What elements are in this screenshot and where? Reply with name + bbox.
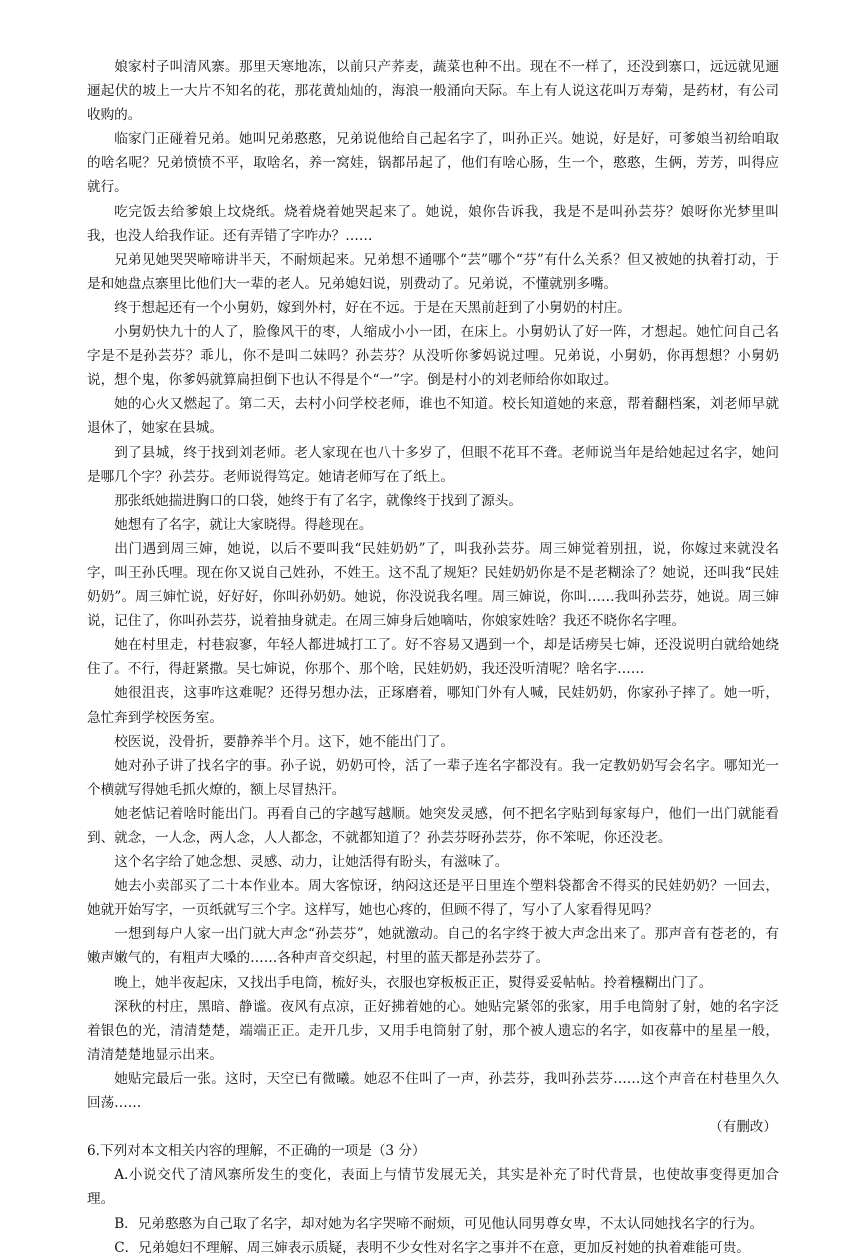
story-paragraph: 她很沮丧，这事咋这难呢？还得另想办法，正琢磨着，哪知门外有人喊，民娃奶奶，你家孙子摔了。她一听，急忙奔到学校医务室。: [87, 685, 779, 726]
story-paragraph: 那张纸她揣进胸口的口袋，她终于有了名字，就像终于找到了源头。: [114, 492, 522, 509]
story-paragraph: 她在村里走，村巷寂寥，年轻人都进城打工了。好不容易又遇到一个，却是话痨吴七婶，还没说明白就给她绕住了。不行，得赶紧撒。吴七婶说，你那个、那个啥，民娃奶奶，我还没听清呢？啥名字……: [87, 637, 779, 678]
story-paragraph: 她想有了名字，就让大家晓得。得趁现在。: [114, 516, 373, 533]
story-paragraph: 到了县城，终于找到刘老师。老人家现在也八十多岁了，但眼不花耳不聋。老师说当年是给她起过名字，她问是哪几个字？孙芸芬。老师说得笃定。她请老师写在了纸上。: [87, 444, 779, 485]
story-paragraph: 校医说，没骨折，要静养半个月。这下，她不能出门了。: [114, 733, 455, 750]
story-paragraph: 她贴完最后一张。这时，天空已有微曦。她忍不住叫了一声，孙芸芬，我叫孙芸芬……这个声音在村巷里久久回荡……: [87, 1070, 779, 1112]
story-paragraph: 出门遇到周三婶，她说，以后不要叫我“民娃奶奶”了，叫我孙芸芬。周三婶觉着别扭，说，你嫁过来就没名字，叫王孙氏哩。现在你又说自己姓孙，不姓王。这不乱了规矩？民娃奶奶你是不是老糊涂了？她说，还叫我“民娃奶奶”。周三婶忙说，好好好，你叫孙奶奶。她说，你没说我名哩。周三婶说，你叫……我叫孙芸芬，她说。周三婶说，记住了，你叫孙芸芬，说着抽身就走。在周三婶身后她嘀咕，你娘家姓啥？我还不晓你名字哩。: [87, 540, 779, 630]
story-paragraph: 深秋的村庄，黑暗、静谧。夜风有点凉，正好拂着她的心。她贴完紧邻的张家，用手电筒射了射，她的名字泛着银色的光，清清楚楚，端端正正。走开几步，又用手电筒射了射，那个被人遗忘的名字，如夜幕中的星星一般，清清楚楚地显示出来。: [87, 998, 779, 1063]
source-note: （有删改）: [709, 1119, 777, 1136]
story-paragraph: 她对孙子讲了找名字的事。孙子说，奶奶可怜，活了一辈子连名字都没有。我一定教奶奶写会名字。哪知光一个横就写得她毛抓火燎的，额上尽冒热汗。: [87, 757, 779, 798]
story-paragraph: 她老惦记着啥时能出门。再看自己的字越写越顺。她突发灵感，何不把名字贴到每家每户，他们一出门就能看到、就念，一人念，两人念，人人都念，不就都知道了？孙芸芬呀孙芸芬，你不笨呢，你还没老。: [87, 805, 779, 846]
answer-option: A.小说交代了清风寨所发生的变化，表面上与情节发展无关，其实是补充了时代背景，也使故事变得更加合理。: [87, 1167, 779, 1208]
story-article: [87, 55, 779, 1115]
story-paragraph: 晚上，她半夜起床，又找出手电筒，梳好头，衣服也穿板板正正，熨得妥妥帖帖。拎着糨糊出门了。: [114, 974, 713, 991]
question-title: 6.下列对本文相关内容的理解，不正确的一项是（3 分）: [87, 1143, 426, 1160]
story-paragraph: 终于想起还有一个小舅奶，嫁到外村，好在不远。于是在天黑前赶到了小舅奶的村庄。: [114, 299, 631, 316]
answer-option: B．兄弟憨憨为自己取了名字，却对她为名字哭啼不耐烦，可见他认同男尊女卑，不太认同她找名字的行为。: [114, 1215, 764, 1232]
story-paragraph: 这个名字给了她念想、灵感、动力，让她活得有盼头，有滋味了。: [114, 854, 509, 871]
story-paragraph: 她去小卖部买了二十本作业本。周大客惊讶，纳闷这还是平日里连个塑料袋都舍不得买的民娃奶奶？一回去，她就开始写字，一页纸就写三个字。这样写，她也心疼的，但顾不得了，写小了人家看得见吗？: [87, 878, 779, 919]
story-paragraph: 吃完饭去给爹娘上坟烧纸。烧着烧着她哭起来了。她说，娘你告诉我，我是不是叫孙芸芬？娘呀你光梦里叫我，也没人给我作证。还有弄错了字咋办？……: [87, 203, 779, 244]
exam-content: [87, 55, 779, 1260]
story-paragraph: 临家门正碰着兄弟。她叫兄弟憨憨，兄弟说他给自己起名字了，叫孙正兴。她说，好是好，可爹娘当初给咱取的啥名呢？兄弟愤愤不平，取啥名，养一窝娃，锅都吊起了，他们有啥心肠，生一个，憨憨，生俩，芳芳，叫得应就行。: [87, 131, 779, 196]
question-options: [87, 1163, 779, 1259]
story-paragraph: 她的心火又燃起了。第二天，去村小问学校老师，谁也不知道。校长知道她的来意，帮着翻档案，刘老师早就退休了，她家在县城。: [87, 396, 779, 437]
story-paragraph: 小舅奶快九十的人了，脸像风干的枣，人缩成小小一团，在床上。小舅奶认了好一阵，才想起。她忙问自己名字是不是孙芸芬？乖儿，你不是叫二妹吗？孙芸芬？从没听你爹妈说过哩。兄弟说，小舅奶，你再想想？小舅奶说，想个鬼，你爹妈就算扁担倒下也认不得是个“一”字。倒是村小的刘老师给你如取过。: [87, 324, 779, 389]
story-paragraph: 娘家村子叫清风寨。那里天寒地冻，以前只产荞麦，蔬菜也种不出。现在不一样了，还没到寨口，远远就见逦逦起伏的坡上一大片不知名的花，那花黄灿灿的，海浪一般涌向天际。车上有人说这花叫万寿菊，是药材，有公司收购的。: [87, 59, 779, 124]
story-paragraph: 一想到每户人家一出门就大声念“孙芸芬”，她就激动。自己的名字终于被大声念出来了。那声音有苍老的，有嫩声嫩气的，有粗声大嗓的……各种声音交织起，村里的蓝天都是孙芸芬了。: [87, 926, 779, 967]
story-paragraph: 兄弟见她哭哭啼啼讲半天，不耐烦起来。兄弟想不通哪个“芸”哪个“芬”有什么关系？但又被她的执着打动，于是和她盘点寨里比他们大一辈的老人。兄弟媳妇说，别费动了。兄弟说，不懂就别多嘴。: [87, 251, 779, 292]
answer-option: C．兄弟媳妇不理解、周三婶表示质疑，表明不少女性对名字之事并不在意，更加反衬她的执着难能可贵。: [114, 1239, 750, 1256]
